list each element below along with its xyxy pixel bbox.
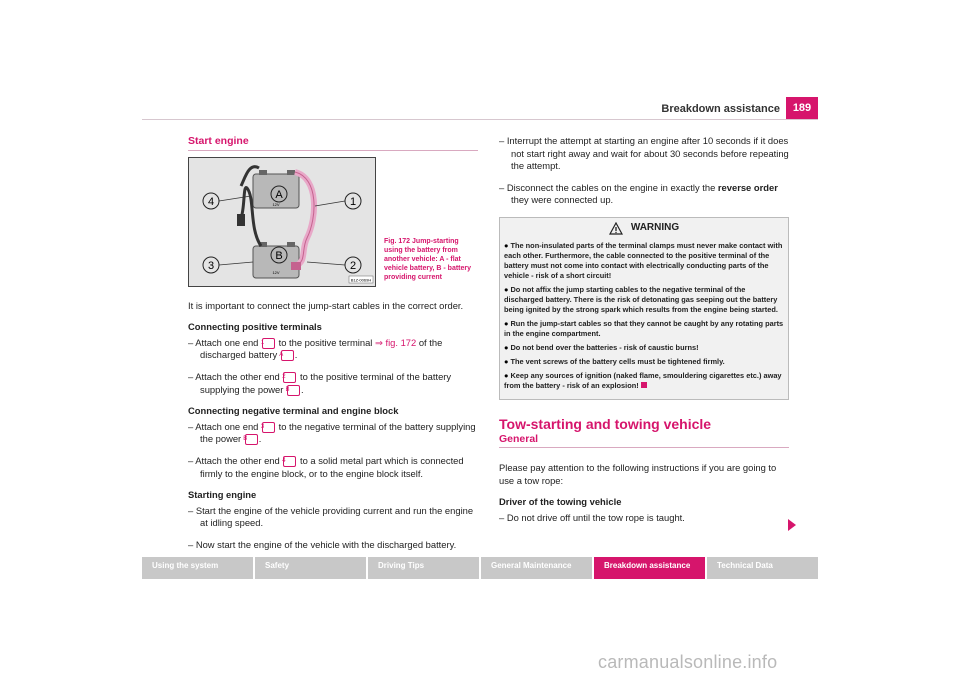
tab-general-maintenance[interactable]: General Maintenance bbox=[481, 557, 592, 579]
page-number: 189 bbox=[786, 97, 818, 119]
step-positive-1: – Attach one end 1 to the positive terminal ⇒ fig. 172 of the discharged battery A . bbox=[188, 336, 443, 361]
heading-negative: Connecting negative terminal and engine block bbox=[188, 405, 399, 417]
section-title-start-engine: Start engine bbox=[188, 135, 478, 151]
marker-4: 4 bbox=[207, 195, 215, 208]
tab-using-the-system[interactable]: Using the system bbox=[142, 557, 253, 579]
warning-item: ● Do not affix the jump starting cables to the negative terminal of the discharged battery. There is the risk of detonating gas seeping out the battery being ignited by the strong spark which results from the engine being started. bbox=[504, 284, 778, 314]
battery-a-voltage: 12V bbox=[272, 201, 280, 207]
warning-item-text: Do not bend over the batteries - risk of caustic burns! bbox=[510, 342, 699, 352]
step-text: – Attach the other end bbox=[188, 370, 280, 382]
fig-172-link[interactable]: ⇒ fig. 172 bbox=[375, 336, 417, 348]
warning-item: ● Do not bend over the batteries - risk of caustic burns! bbox=[504, 342, 699, 352]
next-page-arrow-icon[interactable] bbox=[788, 519, 796, 531]
marker-3: 3 bbox=[207, 259, 215, 272]
step-text: – Attach one end bbox=[188, 336, 259, 348]
warning-item: ● Run the jump-start cables so that they cannot be caught by any rotating parts in the engine compartment. bbox=[504, 318, 784, 338]
right-column bbox=[499, 135, 789, 534]
step-text: of the discharged battery bbox=[200, 336, 443, 361]
figure-code: B1Z-0069H bbox=[350, 277, 372, 283]
jump-start-illustration bbox=[188, 157, 376, 287]
cable-end-2-chip: 2 bbox=[283, 372, 296, 383]
warning-box bbox=[499, 217, 789, 400]
intro-text: It is important to connect the jump-start cables in the correct order. bbox=[188, 299, 464, 311]
warning-triangle-icon bbox=[609, 222, 623, 235]
step-disconnect bbox=[499, 182, 789, 207]
step-start-2: – Now start the engine of the vehicle with the discharged battery. bbox=[188, 538, 457, 550]
heading-driver: Driver of the towing vehicle bbox=[499, 496, 622, 508]
step-text: they were connected up. bbox=[511, 194, 614, 206]
step-interrupt: – Interrupt the attempt at starting an engine after 10 seconds if it does not start right away and wait for about 30 seconds before repeating the attempt. bbox=[499, 135, 789, 172]
section-title-tow-starting: Tow-starting and towing vehicle bbox=[499, 415, 712, 432]
battery-b-voltage: 12V bbox=[272, 269, 280, 275]
marker-2: 2 bbox=[349, 259, 357, 272]
subsection-title-general: General bbox=[499, 433, 789, 449]
figure-172 bbox=[188, 157, 478, 287]
watermark: carmanualsonline.info bbox=[598, 652, 778, 672]
reverse-order-emphasis: reverse order bbox=[717, 181, 778, 193]
tab-safety[interactable]: Safety bbox=[255, 557, 366, 579]
warning-item: ● The non-insulated parts of the terminal clamps must never make contact with each other. Furthermore, the cable connected to the positive terminal of the battery must not come into contact with electrically conducting parts of the vehicle - risk of a short circuit! bbox=[504, 240, 783, 280]
marker-a: A bbox=[275, 188, 283, 201]
warning-item: ● Keep any sources of ignition (naked flame, smouldering cigarettes etc.) away from the battery - risk of an explosion! bbox=[504, 370, 782, 390]
left-column bbox=[188, 135, 478, 561]
warning-item-text: Run the jump-start cables so that they cannot be caught by any rotating parts in the engine compartment. bbox=[504, 318, 784, 338]
caption-label: Fig. 172 bbox=[384, 237, 411, 245]
jump-start-diagram bbox=[189, 158, 375, 286]
warning-item-text: The non-insulated parts of the terminal clamps must never make contact with each other. Furthermore, the cable connected to the positive terminal of the battery must not come into contact with electrically conducting parts of the vehicle - risk of a short circuit! bbox=[504, 240, 783, 280]
warning-item-text: Do not affix the jump starting cables to the negative terminal of the discharged battery. There is the risk of detonating gas seeping out the battery being ignited by the strong spark which results from the engine being started. bbox=[504, 284, 778, 314]
caption-text: Jump-starting using the battery from another vehicle: A - flat vehicle battery, B - battery providing current bbox=[384, 237, 472, 281]
warning-item-text: The vent screws of the battery cells must be tightened firmly. bbox=[510, 356, 725, 366]
general-text: Please pay attention to the following instructions if you are going to use a tow rope: bbox=[499, 462, 777, 486]
battery-b-chip: B bbox=[287, 385, 300, 396]
battery-b-chip: B bbox=[245, 434, 258, 445]
marker-b: B bbox=[275, 249, 283, 262]
battery-a-chip: A bbox=[281, 350, 294, 361]
step-text: to a solid metal part which is connected firmly to the engine block, or to the engine block itself. bbox=[200, 454, 464, 479]
step-start-1: – Start the engine of the vehicle providing current and run the engine at idling speed. bbox=[188, 504, 474, 529]
section-end-marker bbox=[641, 382, 647, 388]
heading-positive: Connecting positive terminals bbox=[188, 321, 322, 333]
figure-caption bbox=[384, 157, 478, 287]
step-text: to the positive terminal of the battery supplying the power bbox=[200, 370, 452, 395]
step-text: to the positive terminal bbox=[278, 336, 373, 348]
chapter-title: Breakdown assistance bbox=[661, 103, 780, 115]
step-text: – Disconnect the cables on the engine in exactly the bbox=[499, 181, 716, 193]
step-negative-1: – Attach one end 3 to the negative terminal of the battery supplying the power B . bbox=[188, 420, 476, 445]
tab-driving-tips[interactable]: Driving Tips bbox=[368, 557, 479, 579]
tab-technical-data[interactable]: Technical Data bbox=[707, 557, 818, 579]
step-positive-2: – Attach the other end 2 to the positive terminal of the battery supplying the power B . bbox=[188, 370, 452, 395]
cable-end-1-chip: 1 bbox=[262, 338, 275, 349]
step-text: – Attach the other end bbox=[188, 454, 280, 466]
warning-title: WARNING bbox=[630, 222, 680, 234]
step-text: – Attach one end bbox=[188, 420, 259, 432]
warning-header bbox=[504, 222, 784, 235]
header-divider bbox=[142, 119, 818, 120]
chapter-nav bbox=[142, 557, 818, 579]
tab-breakdown-assistance[interactable]: Breakdown assistance bbox=[594, 557, 705, 579]
step-text: to the negative terminal of the battery supplying the power bbox=[200, 420, 476, 445]
cable-end-3-chip: 3 bbox=[262, 422, 275, 433]
warning-item: ● The vent screws of the battery cells must be tightened firmly. bbox=[504, 356, 725, 366]
step-driver-1: – Do not drive off until the tow rope is taught. bbox=[499, 511, 685, 523]
warning-item-text: Keep any sources of ignition (naked flame, smouldering cigarettes etc.) away from the battery - risk of an explosion! bbox=[504, 370, 782, 390]
heading-starting: Starting engine bbox=[188, 489, 257, 501]
cable-end-4-chip: 4 bbox=[283, 456, 296, 467]
marker-1: 1 bbox=[349, 195, 357, 208]
step-negative-2 bbox=[188, 455, 478, 480]
